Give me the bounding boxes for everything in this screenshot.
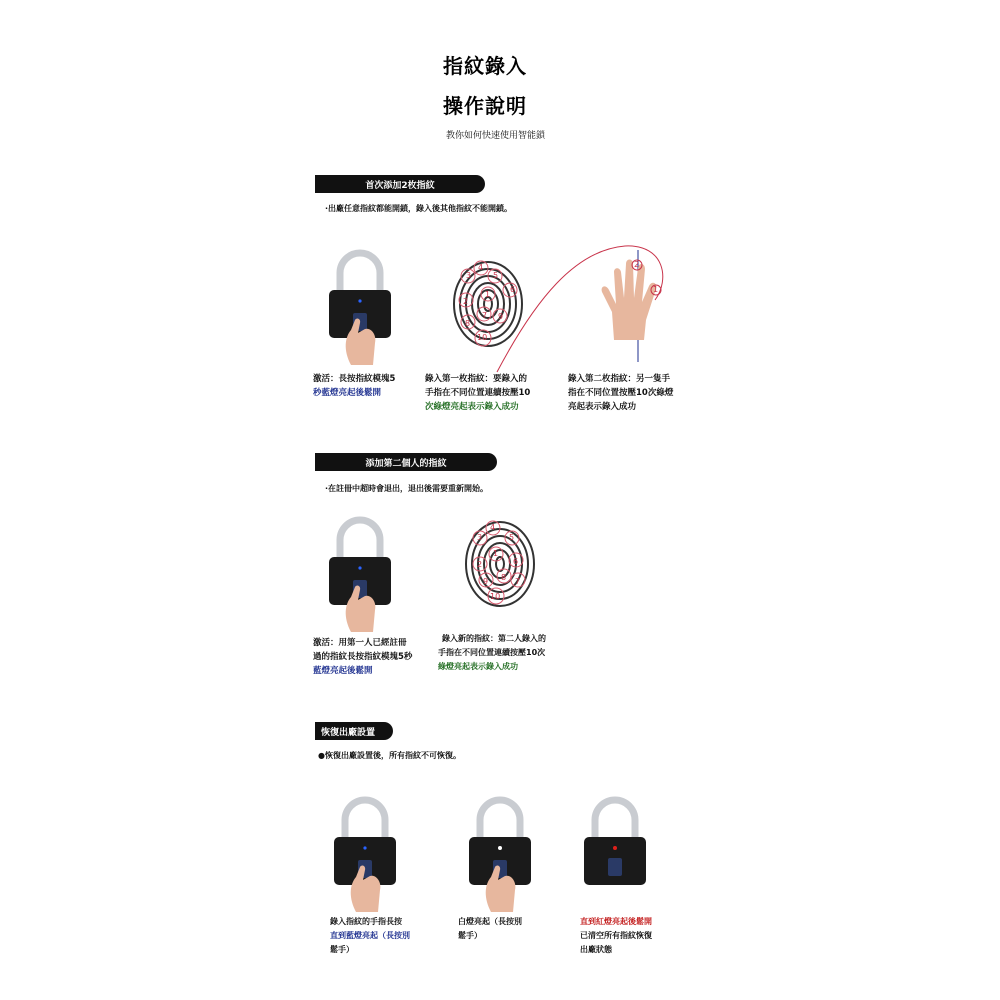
caption-line: 錄入新的指紋：第二人錄入的 [442, 634, 546, 643]
caption-line: 指在不同位置按壓10次綠燈 [568, 388, 674, 398]
padlock-blue-image [325, 512, 395, 637]
section2-heading: 添加第二個人的指紋 [315, 453, 497, 471]
fingerprint2-number-label: 2 [477, 560, 483, 569]
fingerprint1-number-label: 7 [482, 311, 488, 320]
fingerprint1-number-label: 5 [493, 271, 499, 280]
caption-line: 錄入指紋的手指長按 [330, 917, 402, 926]
fingerprint2-number-label: 8 [501, 573, 507, 582]
section1-step2-caption [425, 372, 560, 414]
caption-line: 白燈亮起（長按別 [458, 917, 522, 926]
fingerprint1-number-label: 2 [463, 297, 469, 306]
section2-step2-caption [438, 632, 583, 674]
caption-line: 激活：長按指紋模塊5 [313, 374, 396, 384]
padlock-blue-image [325, 245, 395, 370]
caption-line-green: 綠燈亮起表示錄入成功 [438, 662, 518, 671]
fingerprint2-number-label: 7 [515, 577, 521, 586]
fingerprint2-number-label: 6 [513, 557, 519, 566]
caption-line: 出廠狀態 [580, 945, 612, 954]
hand-number-label: 1 [653, 285, 659, 294]
padlock-white-image [465, 792, 535, 917]
page-title-line2: 操作說明 [443, 94, 527, 118]
caption-line: 已清空所有指紋恢復 [580, 931, 652, 940]
caption-line: 過的指紋長按指紋模塊5秒 [313, 652, 413, 662]
section1-heading: 首次添加2枚指紋 [315, 175, 485, 193]
caption-line: 手指在不同位置連續按壓10次 [438, 648, 546, 657]
fingerprint1-number-label: 6 [510, 285, 516, 294]
section1-step1-caption [313, 372, 423, 400]
caption-line-green: 次綠燈亮起表示錄入成功 [425, 402, 519, 412]
section1-step3-caption [568, 372, 703, 414]
section3-step2-caption [458, 915, 558, 943]
caption-line-blue: 藍燈亮起後鬆開 [313, 666, 373, 676]
section1-note: ·出廠任意指紋都能開鎖，錄入後其他指紋不能開鎖。 [325, 204, 513, 213]
caption-line: 手指在不同位置連續按壓10 [425, 388, 531, 398]
section3-step3-caption [580, 915, 690, 957]
caption-line-red: 直到紅燈亮起後鬆開 [580, 917, 652, 926]
padlock-red-image [580, 792, 650, 892]
fingerprint1-number-label: 8 [465, 319, 471, 328]
section3-note: ●恢復出廠設置後，所有指紋不可恢復。 [318, 751, 461, 760]
fingerprint1-number-label: 9 [498, 312, 504, 321]
caption-line: 鬆手） [458, 931, 482, 940]
padlock-blue-image [330, 792, 400, 917]
fingerprint2-number-label: 3 [477, 533, 483, 542]
caption-line-blue: 直到藍燈亮起（長按別 [330, 931, 410, 940]
section2-step1-caption [313, 636, 438, 678]
caption-line-blue: 秒藍燈亮起後鬆開 [313, 388, 382, 398]
fingerprint1-number-label: 1 [485, 290, 491, 299]
caption-line: 亮起表示錄入成功 [568, 402, 637, 412]
fingerprint2-number-label: 10 [490, 592, 501, 601]
page-subtitle: 教你如何快速使用智能鎖 [446, 131, 546, 141]
fingerprint1-number-label: 10 [477, 333, 488, 342]
fingerprint2-number-label: 1 [493, 549, 499, 558]
caption-line: 錄入第二枚指紋：另一隻手 [568, 374, 671, 384]
fingerprint1-number-label: 3 [466, 271, 472, 280]
section3-step1-caption [330, 915, 440, 957]
fingerprint2-number-label: 9 [483, 577, 489, 586]
fingerprint1-number-label: 4 [478, 263, 484, 272]
section3-heading: 恢復出廠設置 [315, 722, 393, 740]
caption-line: 激活：用第一人已經註冊 [313, 638, 407, 648]
fingerprint2-number-label: 5 [509, 533, 515, 542]
page-title-line1: 指紋錄入 [443, 54, 527, 78]
caption-line: 錄入第一枚指紋：要錄入的 [425, 374, 528, 384]
caption-line: 鬆手） [330, 945, 354, 954]
hand-number-label: 2 [634, 260, 640, 269]
section2-note: ·在註冊中超時會退出，退出後需要重新開始。 [325, 484, 489, 493]
fingerprint2-number-label: 4 [490, 523, 496, 532]
